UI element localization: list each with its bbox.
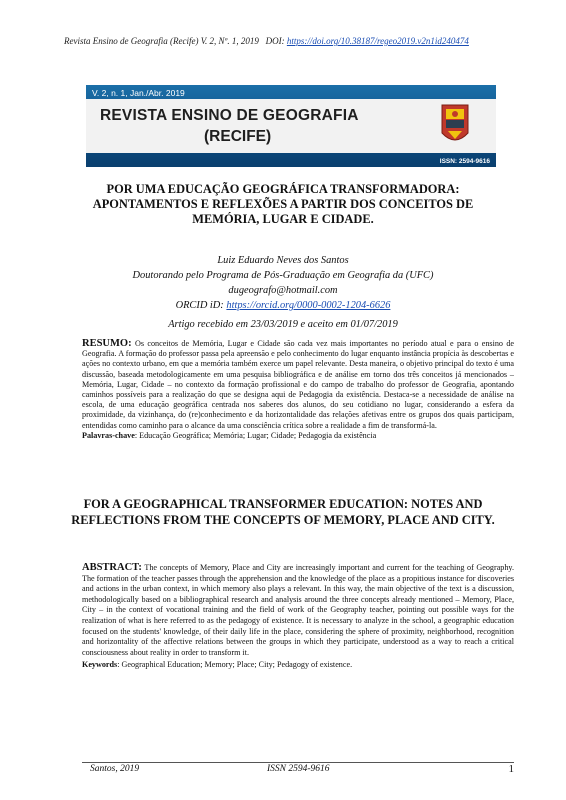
footer-issn: ISSN 2594-9616 — [267, 764, 330, 774]
journal-banner — [86, 85, 496, 167]
orcid-link[interactable]: https://orcid.org/0000-0002-1204-6626 — [226, 300, 391, 311]
footer-author-year: Santos, 2019 — [90, 764, 140, 774]
abstract-pt-text: Os conceitos de Memória, Lugar e Cidade são cada vez mais importantes no período atual e para o ensino de Geografia. A formação do professor passa pela apreensão e pelo conhecimento do lugar enquanto instância propícia às descobertas e ações no contexto urbano, em que a memória também exerce um papel relevante. Desta maneira, o objetivo principal do texto é uma discussão, baseada metodologicamente em uma pesquisa bibliográfica e de análise em torno dos três conceitos já mencionados – Memória, Lugar, Cidade – no contexto da formação profissional e do campo de trabalho do professor de Geografia, apontando caminhos possíveis para a realização do que se designa aqui de Pedagogia da existência. Destaca-se a necessidade de análise na escola, de uma educação geográfica centrada nos saberes dos alunos, do seu cotidiano no lugar, considerando a esfera da proximidade, da vizinhança, do (re)conhecimento e da horizontalidade das relações afetivas entre os grupos dos quais participam, entendidas como caminho para o alcance da uma consciência crítica sobre a realidade a fim de transformá-la. — [82, 339, 514, 430]
banner-title-line1: REVISTA ENSINO DE GEOGRAFIA — [100, 107, 359, 124]
running-head — [64, 36, 524, 46]
abstract-en-body — [82, 563, 514, 658]
banner-title-line2: (RECIFE) — [204, 128, 272, 145]
author-name: Luiz Eduardo Neves dos Santos — [217, 255, 349, 266]
keywords-en-list: : Geographical Education; Memory; Place; City; Pedagogy of existence. — [117, 660, 353, 670]
university-crest-icon — [440, 103, 470, 149]
keywords-en-label: Keywords — [82, 660, 118, 670]
abstract-english — [82, 563, 514, 671]
keywords-pt-label: Palavras-chave — [82, 430, 135, 440]
keywords-en — [82, 660, 514, 671]
abstract-pt-body — [82, 339, 514, 431]
banner-volume: V. 2, n. 1, Jan./Abr. 2019 — [92, 88, 185, 98]
paper-title-english: FOR A GEOGRAPHICAL TRANSFORMER EDUCATION: NOTES AND REFLECTIONS FROM THE CONCEPTS OF MEMORY, PLACE AND CITY. — [71, 497, 495, 527]
received-date: Artigo recebido em 23/03/2019 e aceito em 01/07/2019 — [168, 319, 398, 330]
footer-divider — [82, 762, 514, 763]
keywords-pt-list: : Educação Geográfica; Memória; Lugar; Cidade; Pedagogia da existência — [134, 430, 377, 440]
author-block — [60, 253, 506, 332]
orcid-label: ORCID iD: — [175, 300, 224, 311]
abstract-pt-label: RESUMO: — [82, 338, 132, 349]
journal-reference: Revista Ensino de Geografia (Recife) V. 2, Nº. 1, 2019 — [64, 36, 259, 46]
banner-issn: ISSN: 2594-9616 — [439, 158, 490, 165]
abstract-portuguese — [82, 339, 514, 441]
paper-title: POR UMA EDUCAÇÃO GEOGRÁFICA TRANSFORMADORA: APONTAMENTOS E REFLEXÕES A PARTIR DOS CONCEITOS DE MEMÓRIA, LUGAR E CIDADE. — [92, 182, 474, 226]
doi-label: DOI: — [265, 36, 285, 46]
abstract-en-label: ABSTRACT: — [82, 562, 142, 573]
abstract-en-text: The concepts of Memory, Place and City are increasingly important and current for the teaching of Geography. The formation of the teacher passes through the apprehension and the knowledge of the place as a propitious instance for discoveries and actions in the urban context, in which memory also plays a relevant. In this way, the main objective of the text is a discussion, methodologically based on a bibliographical research and analysis around the three concepts already mentioned – Memory, Place, City – in the context of vocational training and the field of work of the Geography teacher, pointing out possible ways for the realization of what is here referred to as the pedagogy of existence. It is necessary to analyze in the school, a geographic education focused on the students' knowledge, of their daily life in the place, considering the sphere of proximity, neighborhood, recognition and horizontality of the affective relations between the groups in which they participate, understood as a way to reach a critical consciousness about reality in order to transform it. — [82, 563, 514, 657]
doi-link[interactable]: https://doi.org/10.38187/regeo2019.v2n1id240474 — [286, 36, 469, 46]
author-affiliation: Doutorando pelo Programa de Pós-Graduação em Geografia da (UFC) — [132, 270, 434, 281]
orcid-line — [60, 298, 506, 313]
keywords-pt — [82, 431, 514, 441]
author-email: dugeografo@hotmail.com — [228, 285, 338, 296]
page-number: 1 — [508, 763, 514, 775]
